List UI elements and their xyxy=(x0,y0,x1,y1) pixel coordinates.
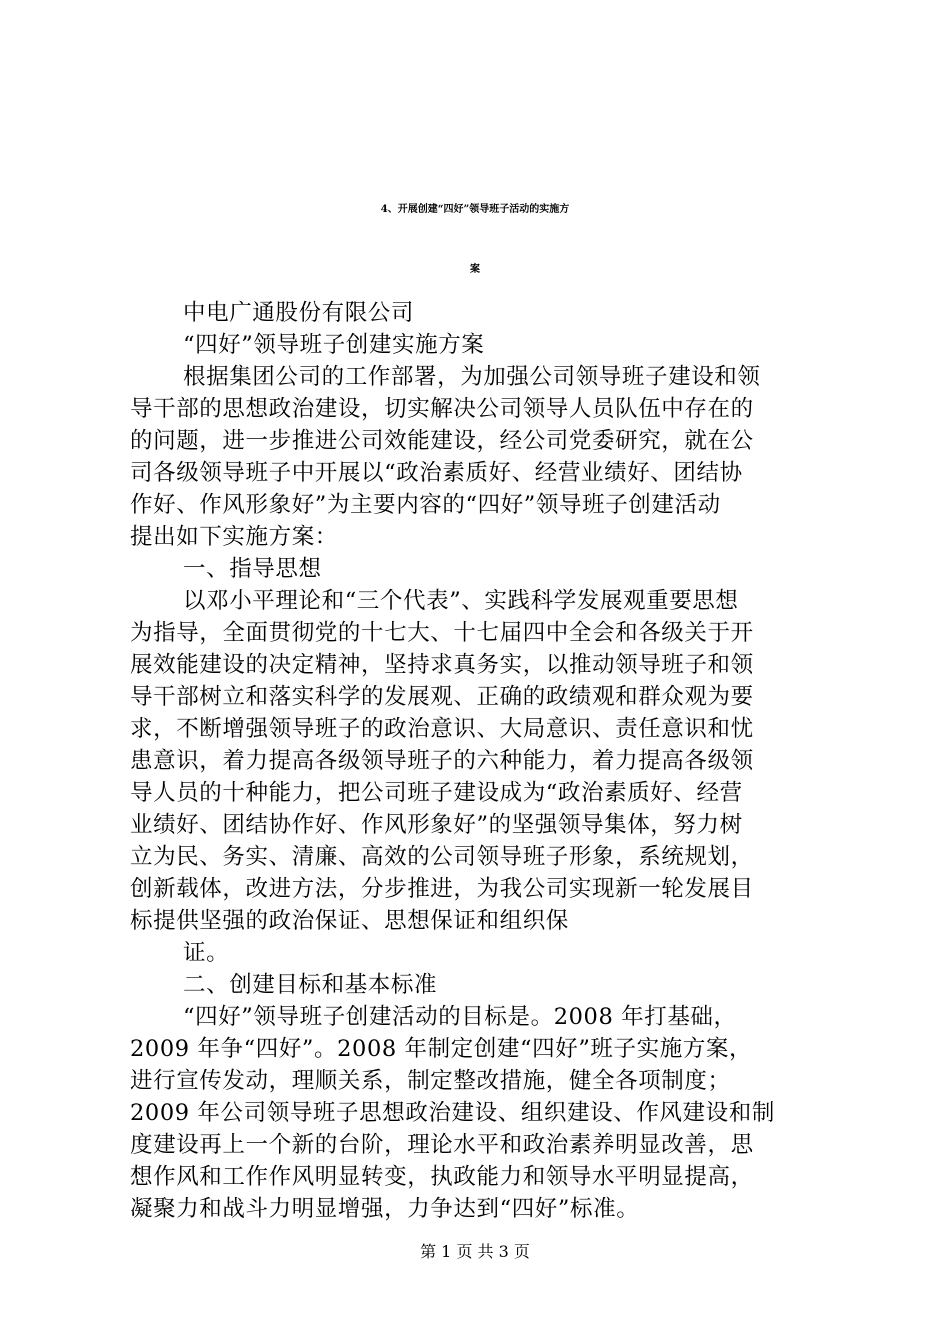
body-line: 想作风和工作作风明显转变，执政能力和领导水平明显提高， xyxy=(130,1164,754,1190)
body-line: 业绩好、团结协作好、作风形象好”的坚强领导集体，努力树 xyxy=(130,812,743,838)
body-line: 为指导，全面贯彻党的十七大、十七届四中全会和各级关于开 xyxy=(130,620,754,646)
body-line: 提出如下实施方案： xyxy=(130,524,338,550)
body-line: 2009 年争“四好”。2008 年制定创建“四好”班子实施方案， xyxy=(130,1036,753,1062)
company-name: 中电广通股份有限公司 xyxy=(183,300,415,326)
document-title-line-2: 案 xyxy=(470,264,480,275)
body-line: 展效能建设的决定精神，坚持求真务实，以推动领导班子和领 xyxy=(130,652,754,678)
body-line: 以邓小平理论和“三个代表”、实践科学发展观重要思想 xyxy=(183,588,739,614)
section-heading-2: 二、创建目标和基本标准 xyxy=(183,972,438,998)
subtitle: “四好”领导班子创建实施方案 xyxy=(183,332,485,358)
body-line: 导干部的思想政治建设，切实解决公司领导人员队伍中存在的 xyxy=(130,396,754,422)
body-line: 根据集团公司的工作部署，为加强公司领导班子建设和领 xyxy=(183,364,761,390)
body-line: 导人员的十种能力，把公司班子建设成为“政治素质好、经营 xyxy=(130,780,743,806)
section-heading-1: 一、指导思想 xyxy=(183,556,322,582)
body-line: “四好”领导班子创建活动的目标是。2008 年打基础， xyxy=(183,1004,737,1030)
page-number: 第 1 页 共 3 页 xyxy=(420,1242,530,1261)
body-line: 进行宣传发动，理顺关系，制定整改措施，健全各项制度； xyxy=(130,1068,731,1094)
body-line: 作好、作风形象好”为主要内容的“四好”领导班子创建活动 xyxy=(130,492,721,518)
body-line: 导干部树立和落实科学的发展观、正确的政绩观和群众观为要 xyxy=(130,684,754,710)
document-title-line-1: 4、开展创建“四好”领导班子活动的实施方 xyxy=(380,204,570,215)
body-line: 求，不断增强领导班子的政治意识、大局意识、责任意识和忧 xyxy=(130,716,754,742)
body-line: 凝聚力和战斗力明显增强，力争达到“四好”标准。 xyxy=(130,1196,640,1222)
body-line: 司各级领导班子中开展以“政治素质好、经营业绩好、团结协 xyxy=(130,460,743,486)
body-line: 患意识，着力提高各级领导班子的六种能力，着力提高各级领 xyxy=(130,748,754,774)
body-line: 标提供坚强的政治保证、思想保证和组织保 xyxy=(130,908,569,934)
body-line: 的问题，进一步推进公司效能建设，经公司党委研究，就在公 xyxy=(130,428,754,454)
body-line: 度建设再上一个新的台阶，理论水平和政治素养明显改善，思 xyxy=(130,1132,754,1158)
body-line: 证。 xyxy=(183,940,230,966)
body-line: 创新载体，改进方法，分步推进，为我公司实现新一轮发展目 xyxy=(130,876,754,902)
body-line: 立为民、务实、清廉、高效的公司领导班子形象，系统规划， xyxy=(130,844,754,870)
body-line: 2009 年公司领导班子思想政治建设、组织建设、作风建设和制 xyxy=(130,1100,775,1126)
